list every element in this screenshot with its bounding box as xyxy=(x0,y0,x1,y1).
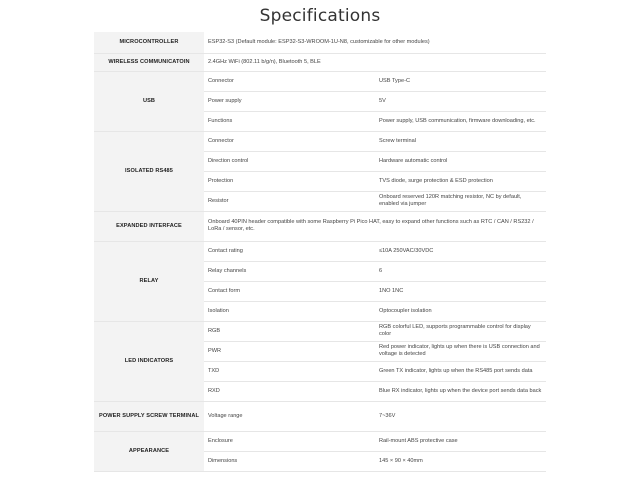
page-title: Specifications xyxy=(259,6,381,26)
spec-sub-label: Voltage range xyxy=(204,401,375,431)
spec-category: RELAY xyxy=(94,241,204,321)
spec-category: ISOLATED RS485 xyxy=(94,131,204,211)
spec-value: Onboard 40PIN header compatible with some Raspberry Pi Pico HAT, easy to expand other functions such as RTC / CAN / RS232 / LoRa / sensor, etc. xyxy=(204,211,546,241)
spec-sub-label: PWR xyxy=(204,341,375,361)
spec-value: Screw terminal xyxy=(375,131,546,151)
spec-value: Rail-mount ABS protective case xyxy=(375,431,546,451)
spec-value: ESP32-S3 (Default module: ESP32-S3-WROOM-1U-N8, customizable for other modules) xyxy=(204,32,546,53)
spec-row xyxy=(94,431,546,451)
spec-value: TVS diode, surge protection & ESD protection xyxy=(375,171,546,191)
spec-sub-label: Dimensions xyxy=(204,451,375,471)
spec-value: 145 × 90 × 40mm xyxy=(375,451,546,471)
spec-sub-label: Enclosure xyxy=(204,431,375,451)
spec-row xyxy=(94,32,546,53)
spec-sub-label: TXD xyxy=(204,361,375,381)
spec-value: 6 xyxy=(375,261,546,281)
spec-value: USB Type-C xyxy=(375,71,546,91)
spec-sub-label: Connector xyxy=(204,131,375,151)
spec-sub-label: Protection xyxy=(204,171,375,191)
spec-category: POWER SUPPLY SCREW TERMINAL xyxy=(94,401,204,431)
spec-row xyxy=(94,321,546,341)
spec-sub-label: Functions xyxy=(204,111,375,131)
spec-category: WIRELESS COMMUNICATOIN xyxy=(94,53,204,71)
spec-sub-label: Contact rating xyxy=(204,241,375,261)
spec-sub-label: Contact form xyxy=(204,281,375,301)
spec-sub-label: Isolation xyxy=(204,301,375,321)
spec-category: USB xyxy=(94,71,204,131)
spec-row xyxy=(94,211,546,241)
spec-value: 5V xyxy=(375,91,546,111)
spec-value: Hardware automatic control xyxy=(375,151,546,171)
spec-category: EXPANDED INTERFACE xyxy=(94,211,204,241)
spec-value: Red power indicator, lights up when there is USB connection and voltage is detected xyxy=(375,341,546,361)
spec-value: ≤10A 250VAC/30VDC xyxy=(375,241,546,261)
spec-sub-label: Power supply xyxy=(204,91,375,111)
spec-category: MICROCONTROLLER xyxy=(94,32,204,53)
spec-row xyxy=(94,53,546,71)
spec-value: Power supply, USB communication, firmware downloading, etc. xyxy=(375,111,546,131)
spec-sub-label: Connector xyxy=(204,71,375,91)
spec-value: RGB colorful LED, supports programmable control for display color xyxy=(375,321,546,341)
spec-value: 7~36V xyxy=(375,401,546,431)
spec-value: 2.4GHz WiFi (802.11 b/g/n), Bluetooth 5, BLE xyxy=(204,53,546,71)
spec-value: Optocoupler isolation xyxy=(375,301,546,321)
spec-row xyxy=(94,401,546,431)
spec-row xyxy=(94,241,546,261)
spec-value: 1NO 1NC xyxy=(375,281,546,301)
spec-category: LED INDICATORS xyxy=(94,321,204,401)
spec-sub-label: Direction control xyxy=(204,151,375,171)
spec-row xyxy=(94,71,546,91)
spec-row xyxy=(94,131,546,151)
spec-value: Blue RX indicator, lights up when the device port sends data back xyxy=(375,381,546,401)
spec-sub-label: Resistor xyxy=(204,191,375,211)
spec-value: Onboard reserved 120R matching resistor, NC by default, enabled via jumper xyxy=(375,191,546,211)
spec-sub-label: Relay channels xyxy=(204,261,375,281)
spec-sub-label: RXD xyxy=(204,381,375,401)
spec-category: APPEARANCE xyxy=(94,431,204,471)
specifications-table xyxy=(94,32,546,472)
spec-value: Green TX indicator, lights up when the RS485 port sends data xyxy=(375,361,546,381)
spec-sub-label: RGB xyxy=(204,321,375,341)
specifications-table-body xyxy=(94,32,546,471)
